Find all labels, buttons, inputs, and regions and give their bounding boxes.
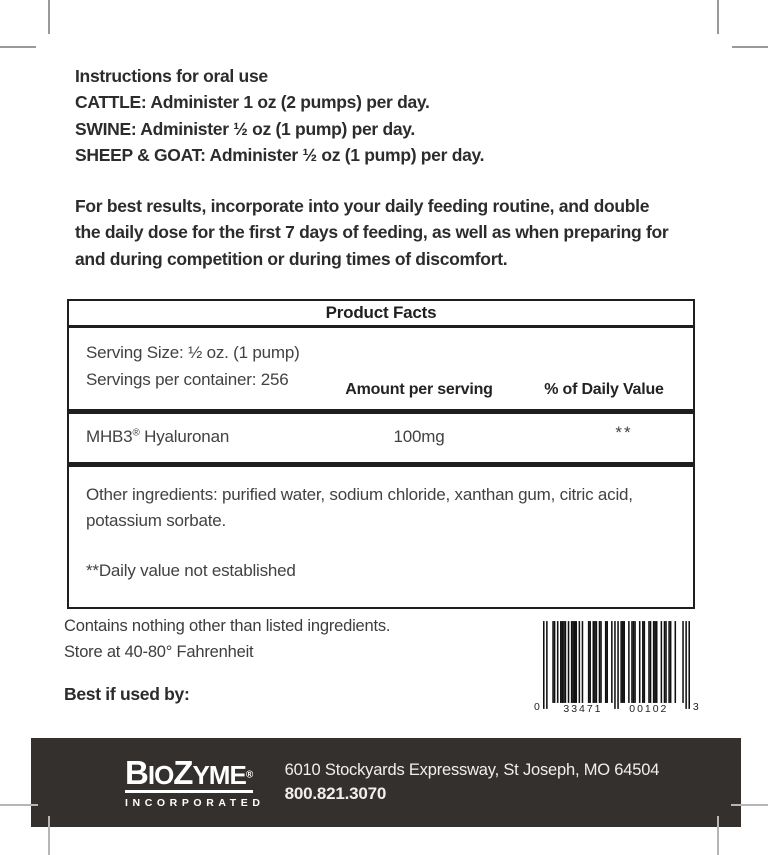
registered-mark: ®	[132, 427, 140, 439]
footer-contact	[285, 761, 660, 804]
svg-text:33471: 33471	[563, 703, 603, 713]
product-facts-table	[67, 299, 695, 609]
logo-letters-yme: YME	[192, 760, 246, 790]
ingredient-amount: 100mg	[393, 427, 445, 446]
ingredient-name-text: MHB3	[86, 427, 133, 446]
column-header-amount: Amount per serving	[345, 381, 493, 398]
contains-note: Contains nothing other than listed ingredients.	[64, 617, 391, 635]
footer-phone: 800.821.3070	[284, 784, 387, 803]
crop-mark-top-right-horizontal	[732, 46, 768, 48]
crop-mark-bottom-left-vertical	[48, 816, 50, 855]
crop-mark-top-left-horizontal	[0, 46, 36, 48]
crop-mark-bottom-right-horizontal	[731, 804, 768, 806]
ingredient-row	[69, 414, 693, 467]
crop-mark-bottom-left-horizontal	[0, 804, 38, 806]
instructions-section	[75, 63, 484, 169]
other-ingredients-section	[69, 467, 693, 584]
footer-bar	[31, 738, 741, 827]
biozyme-logo	[125, 756, 265, 809]
barcode-bars	[543, 621, 690, 713]
column-header-daily-value: % of Daily Value	[544, 381, 664, 398]
storage-note: Store at 40-80° Fahrenheit	[64, 643, 254, 661]
ingredient-daily-value: **	[615, 423, 633, 442]
servings-per-container: Servings per container: 256	[86, 370, 289, 389]
upc-barcode	[534, 621, 699, 713]
crop-mark-bottom-right-vertical	[717, 816, 719, 855]
svg-text:00102: 00102	[629, 703, 669, 713]
logo-wordmark	[125, 756, 253, 793]
logo-letters-io: IO	[147, 760, 174, 790]
crop-mark-top-left-vertical	[48, 0, 50, 34]
logo-registered-mark: ®	[245, 769, 254, 781]
storage-section	[64, 613, 390, 665]
footer-address: 6010 Stockyards Expressway, St Joseph, MO 64504	[284, 761, 660, 779]
best-by-label: Best if used by:	[64, 684, 190, 704]
ingredient-name	[86, 427, 229, 447]
logo-letter-b: B	[125, 754, 148, 791]
product-facts-title: Product Facts	[69, 301, 693, 328]
barcode-lead-digit: 0	[534, 700, 540, 713]
dosage-line-cattle: CATTLE: Administer 1 oz (2 pumps) per day.	[75, 92, 430, 113]
dosage-line-sheep-goat: SHEEP & GOAT: Administer ½ oz (1 pump) per day.	[75, 145, 485, 166]
other-ingredients: Other ingredients: purified water, sodium chloride, xanthan gum, citric acid, potassium sorbate.	[86, 485, 633, 530]
logo-letter-z: Z	[173, 754, 193, 791]
ingredient-name-suffix: Hyaluronan	[139, 427, 230, 446]
usage-note: For best results, incorporate into your daily feeding routine, and double the daily dose for the first 7 days of feeding, as well as when preparing for and during competition or during times of discomfort.	[75, 196, 669, 269]
daily-value-note: **Daily value not established	[86, 561, 296, 580]
instructions-title: Instructions for oral use	[75, 66, 268, 86]
crop-mark-top-right-vertical	[717, 0, 719, 34]
serving-size: Serving Size: ½ oz. (1 pump)	[86, 343, 300, 362]
logo-incorporated: INCORPORATED	[125, 797, 265, 809]
serving-info-section	[69, 328, 693, 414]
dosage-line-swine: SWINE: Administer ½ oz (1 pump) per day.	[75, 118, 415, 139]
barcode-trail-digit: 3	[692, 700, 699, 713]
